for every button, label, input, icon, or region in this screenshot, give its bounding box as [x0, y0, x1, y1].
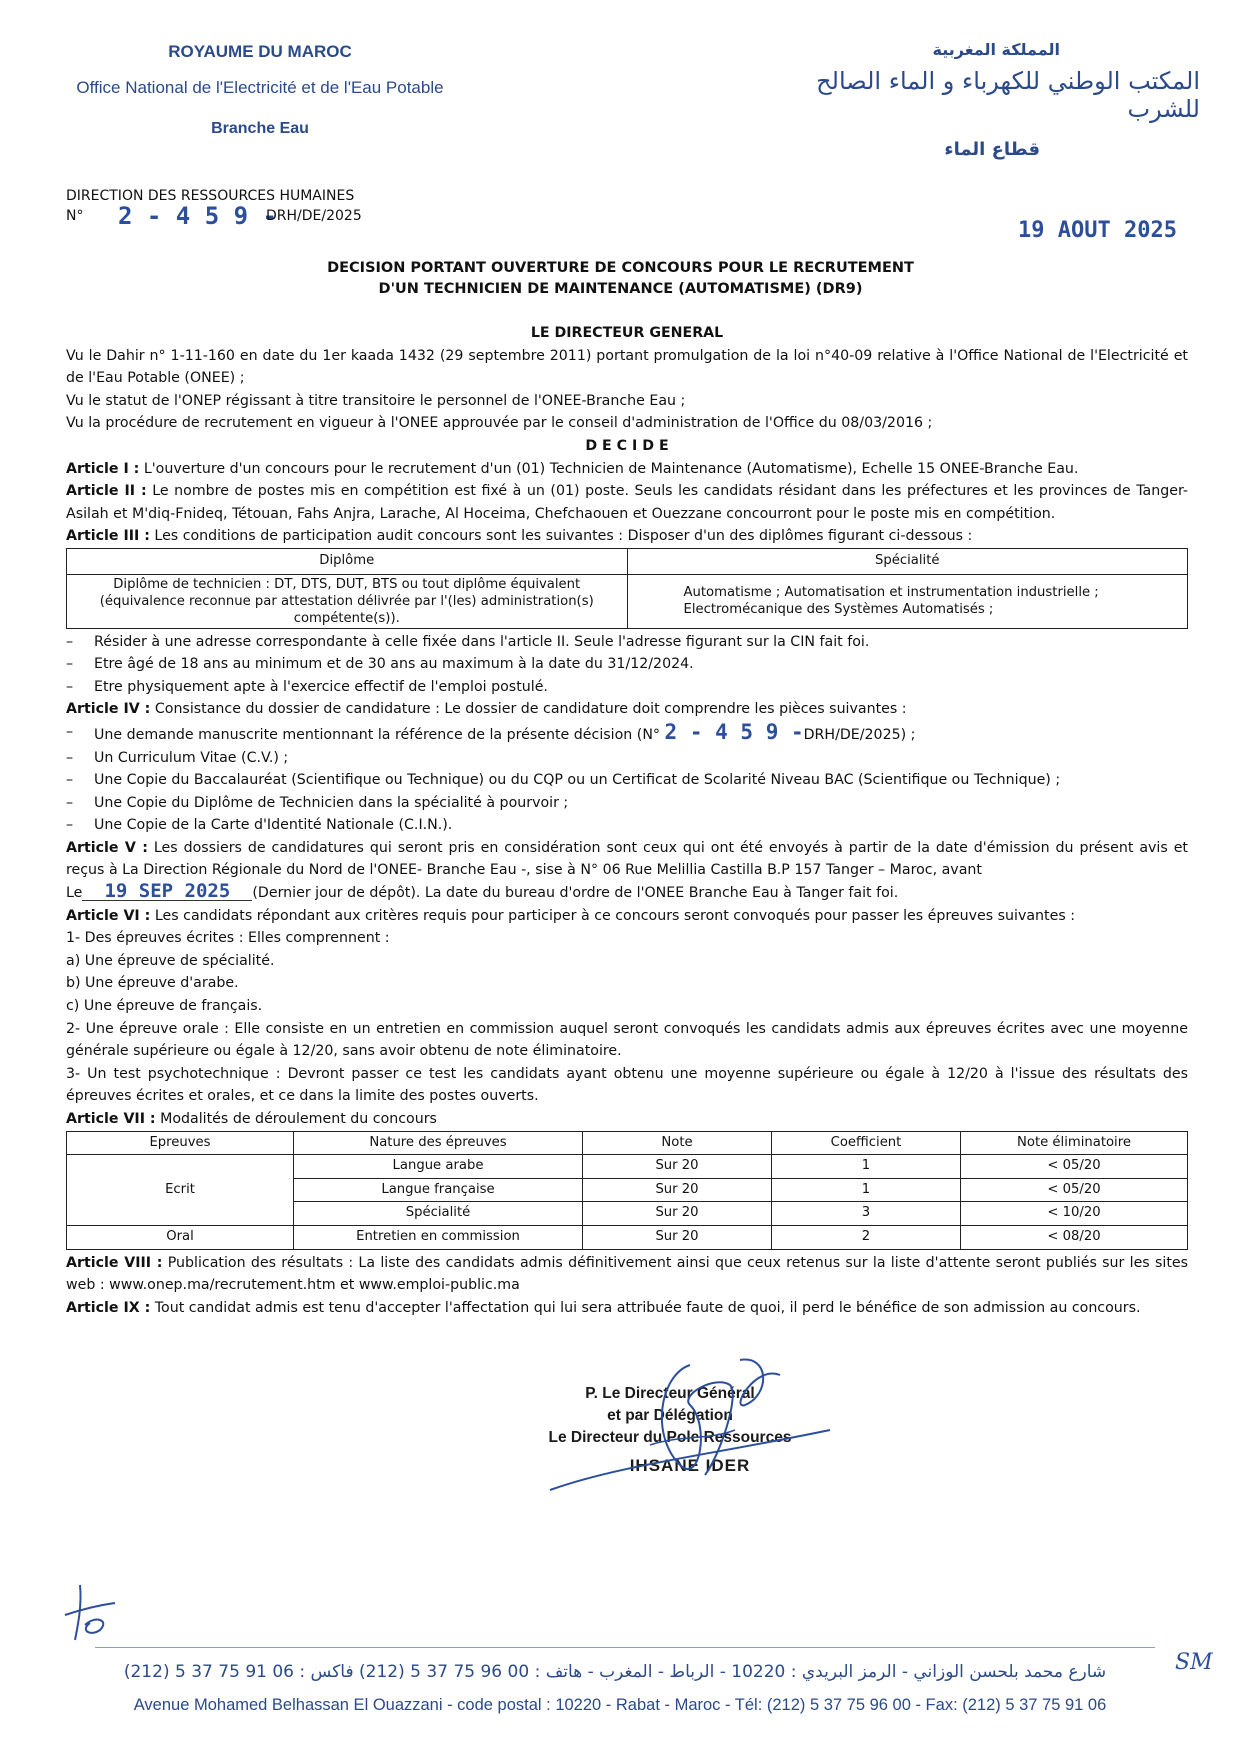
- exam-row: [67, 1155, 1188, 1179]
- header-left: [40, 42, 480, 138]
- document-item-1-post: DRH/DE/2025) ;: [803, 726, 916, 743]
- exam-nature: Spécialité: [294, 1202, 583, 1226]
- specialty-header: Spécialité: [627, 548, 1188, 574]
- header-right: [770, 40, 1200, 160]
- document-item-4: – Une Copie du Diplôme de Technicien dans la spécialité à pourvoir ;: [66, 792, 1188, 815]
- diploma-table-header: [67, 548, 1188, 574]
- document-item-1-pre: Une demande manuscrite mentionnant la référence de la présente décision (N°: [94, 726, 661, 743]
- vu-2: Vu le statut de l'ONEP régissant à titre transitoire le personnel de l'ONEE-Branche Eau ;: [66, 392, 686, 409]
- exam-table-header: [67, 1131, 1188, 1155]
- reference-suffix: DRH/DE/2025: [266, 208, 362, 224]
- exam-nature: Langue française: [294, 1178, 583, 1202]
- exam-coef: 2: [772, 1225, 961, 1249]
- article-2-text: Le nombre de postes mis en compétition est fixé à un (01) poste. Seuls les candidats résidant dans les préfectures et les provinces de Tanger-Asilah et M'diq-Fnideq, Tétouan, Fahs Anjra, Larache, Al Hoceima, Chefchaouen et Ouezzane concourront pour le poste mis en compétition.: [66, 483, 1188, 522]
- deadline-stamp: 19 SEP 2025: [82, 882, 252, 901]
- footer-divider: [95, 1647, 1155, 1648]
- article-6-line-1: 1- Des épreuves écrites : Elles comprennent :: [66, 930, 390, 947]
- exam-note: Sur 20: [583, 1178, 772, 1202]
- signature-name: IHSANE IDER: [629, 1456, 751, 1475]
- article-1-label: Article I :: [66, 460, 140, 477]
- condition-1: – Résider à une adresse correspondante à celle fixée dans l'article II. Seule l'adresse figurant sur la CIN fait foi.: [66, 631, 1188, 654]
- exam-elim: < 10/20: [961, 1202, 1188, 1226]
- exam-oral-label: Oral: [67, 1225, 294, 1249]
- article-4-label: Article IV :: [66, 701, 151, 718]
- article-6-line-2: a) Une épreuve de spécialité.: [66, 952, 275, 969]
- article-5: [66, 837, 1188, 882]
- article-5-label: Article V :: [66, 839, 148, 856]
- office-ar: المكتب الوطني للكهرباء و الماء الصالح للشرب: [816, 67, 1200, 123]
- article-1-text: L'ouverture d'un concours pour le recrutement d'un (01) Technicien de Maintenance (Automatisme), Echelle 15 ONEE-Branche Eau.: [139, 460, 1079, 477]
- exam-header-coefficient: Coefficient: [772, 1131, 961, 1155]
- diploma-table-row: [67, 574, 1188, 628]
- article-6: [66, 905, 1188, 928]
- article-9: [66, 1297, 1188, 1320]
- reference-block: [66, 188, 362, 232]
- footer-french: Avenue Mohamed Belhassan El Ouazzani - code postal : 10220 - Rabat - Maroc - Tél: (212) 5 37 75 96 00 - Fax: (212) 5 37 75 91 06: [133, 1696, 1107, 1714]
- article-8-label: Article VIII :: [66, 1254, 163, 1271]
- diploma-table: [66, 548, 1188, 629]
- branch-ar: قطاع الماء: [944, 139, 1040, 160]
- diploma-header: Diplôme: [67, 548, 628, 574]
- signature-line-1: P. Le Directeur Général: [585, 1385, 755, 1402]
- exam-elim: < 08/20: [961, 1225, 1188, 1249]
- article-4-text: Consistance du dossier de candidature : Le dossier de candidature doit comprendre les pièces suivantes :: [150, 701, 907, 718]
- article-6-text: Les candidats répondant aux critères requis pour participer à ce concours seront convoqués pour passer les épreuves suivantes :: [150, 907, 1076, 924]
- article-3: [66, 525, 1188, 548]
- exam-elim: < 05/20: [961, 1155, 1188, 1179]
- article-8-text: Publication des résultats : La liste des candidats admis définitivement ainsi que ceux retenus sur la liste d'attente seront publiés sur les sites web : www.onep.ma/recrutement.htm et www.emploi-public.ma: [66, 1254, 1189, 1294]
- decide-heading: D E C I D E: [585, 437, 669, 454]
- exam-table: [66, 1131, 1188, 1250]
- exam-note: Sur 20: [583, 1225, 772, 1249]
- diploma-cell: Diplôme de technicien : DT, DTS, DUT, BTS ou tout diplôme équivalent (équivalence reconnue par attestation délivrée par l'(les) administration(s) compétente(s)).: [67, 574, 628, 628]
- number-label: N°: [66, 208, 84, 224]
- condition-2: – Etre âgé de 18 ans au minimum et de 30 ans au maximum à la date du 31/12/2024.: [66, 653, 1188, 676]
- article-4: [66, 698, 1188, 721]
- footer-arabic: شارع محمد بلحسن الوزاني - الرمز البريدي : 10220 - الرباط - المغرب - هاتف : 00 96 75 37 5 (212) فاكس : 06 91 75 37 5 (212): [123, 1662, 1107, 1682]
- document-title: [0, 258, 1241, 300]
- article-7-label: Article VII :: [66, 1111, 156, 1127]
- article-9-label: Article IX :: [66, 1299, 151, 1316]
- document-item-1-stamp: 2 - 4 5 9 -: [664, 719, 804, 744]
- exam-note: Sur 20: [583, 1155, 772, 1179]
- paraphe-mark: [60, 1575, 130, 1645]
- exam-elim: < 05/20: [961, 1178, 1188, 1202]
- exam-coef: 1: [772, 1178, 961, 1202]
- article-7-text: Modalités de déroulement du concours: [155, 1111, 437, 1127]
- exam-nature: Langue arabe: [294, 1155, 583, 1179]
- exam-row: [67, 1225, 1188, 1249]
- director-heading: LE DIRECTEUR GENERAL: [530, 325, 724, 341]
- article-3-label: Article III :: [66, 528, 150, 545]
- number-stamp: 2 - 4 5 9 -: [118, 202, 277, 230]
- document-item-1: [66, 721, 1188, 747]
- title-line-2: D'UN TECHNICIEN DE MAINTENANCE (AUTOMATISME) (DR9): [378, 281, 863, 297]
- office-fr: Office National de l'Electricité et de l'Eau Potable: [76, 78, 444, 97]
- exam-header-eliminatoire: Note éliminatoire: [961, 1131, 1188, 1155]
- exam-coef: 1: [772, 1155, 961, 1179]
- article-6-line-4: c) Une épreuve de français.: [66, 998, 263, 1015]
- title-line-1: DECISION PORTANT OUVERTURE DE CONCOURS POUR LE RECRUTEMENT: [327, 260, 914, 276]
- article-6-line-3: b) Une épreuve d'arabe.: [66, 975, 239, 992]
- kingdom-ar: المملكة المغربية: [932, 40, 1060, 59]
- document-item-5: – Une Copie de la Carte d'Identité Nationale (C.I.N.).: [66, 814, 1188, 837]
- handwritten-signature: [540, 1345, 840, 1505]
- exam-header-nature: Nature des épreuves: [294, 1131, 583, 1155]
- article-1: [66, 458, 1188, 481]
- condition-3: – Etre physiquement apte à l'exercice effectif de l'emploi postulé.: [66, 676, 1188, 699]
- exam-header-note: Note: [583, 1131, 772, 1155]
- branch-fr: Branche Eau: [211, 120, 309, 137]
- document-item-3: – Une Copie du Baccalauréat (Scientifique ou Technique) ou du CQP ou un Certificat de Scolarité Niveau BAC (Scientifique ou Technique) ;: [66, 769, 1188, 792]
- deadline-le: Le: [66, 885, 83, 902]
- vu-1: Vu le Dahir n° 1-11-160 en date du 1er kaada 1432 (29 septembre 2011) portant promulgation de la loi n°40-09 relative à l'Office National de l'Electricité et de l'Eau Potable (ONEE) ;: [66, 347, 1188, 387]
- date-stamp: 19 AOUT 2025: [1018, 218, 1177, 243]
- article-6-line-5: 2- Une épreuve orale : Elle consiste en un entretien en commission auquel seront convoqués les candidats admis aux épreuves écrites avec une moyenne générale supérieure ou égale à 12/20, sans avoir obtenu de note éliminatoire.: [66, 1020, 1188, 1060]
- exam-header-epreuves: Epreuves: [67, 1131, 294, 1155]
- deadline-tail: (Dernier jour de dépôt). La date du bureau d'ordre de l'ONEE Branche Eau à Tanger fait foi.: [252, 885, 899, 902]
- specialty-1: Automatisme ; Automatisation et instrumentation industrielle ;: [683, 585, 1099, 601]
- article-5-deadline: [66, 882, 1188, 905]
- signature-line-2: et par Délégation: [607, 1407, 733, 1424]
- article-3-text: Les conditions de participation audit concours sont les suivantes : Disposer d'un des diplômes figurant ci-dessous :: [149, 528, 973, 545]
- vu-3: Vu la procédure de recrutement en vigueur à l'ONEE approuvée par le conseil d'administration de l'Office du 08/03/2016 ;: [66, 415, 933, 432]
- exam-note: Sur 20: [583, 1202, 772, 1226]
- article-6-line-6: 3- Un test psychotechnique : Devront passer ce test les candidats ayant obtenu une moyenne supérieure ou égale à 12/20 à l'issue des résultats des épreuves écrites et orales, et ce dans la limite des postes ouverts.: [66, 1065, 1188, 1105]
- article-5-text: Les dossiers de candidatures qui seront pris en considération sont ceux qui ont été envoyés à partir de la date d'émission du présent avis et reçus à La Direction Régionale du Nord de l'ONEE- Branche Eau -, sise à N° 06 Rue Melillia Castilla B.P 157 Tanger – Maroc, avant: [66, 839, 1188, 879]
- kingdom-fr: ROYAUME DU MAROC: [168, 42, 352, 61]
- article-7: [66, 1108, 1188, 1131]
- article-2: [66, 480, 1188, 525]
- article-2-label: Article II :: [66, 483, 147, 500]
- exam-nature: Entretien en commission: [294, 1225, 583, 1249]
- initials: SM: [1175, 1650, 1213, 1675]
- decision-body: [66, 322, 1188, 1319]
- article-9-text: Tout candidat admis est tenu d'accepter l'affectation qui lui sera attribuée faute de quoi, il perd le bénéfice de son admission au concours.: [150, 1299, 1141, 1316]
- article-6-label: Article VI :: [66, 907, 151, 924]
- direction-label: DIRECTION DES RESSOURCES HUMAINES: [66, 188, 355, 204]
- exam-coef: 3: [772, 1202, 961, 1226]
- document-item-2: – Un Curriculum Vitae (C.V.) ;: [66, 747, 1188, 770]
- specialty-cell: [627, 574, 1188, 628]
- exam-written-label: Ecrit: [67, 1155, 294, 1226]
- signature-line-3: Le Directeur du Pole Ressources: [548, 1429, 792, 1446]
- specialty-2: Electromécanique des Systèmes Automatisés ;: [683, 602, 994, 618]
- article-8: [66, 1252, 1188, 1297]
